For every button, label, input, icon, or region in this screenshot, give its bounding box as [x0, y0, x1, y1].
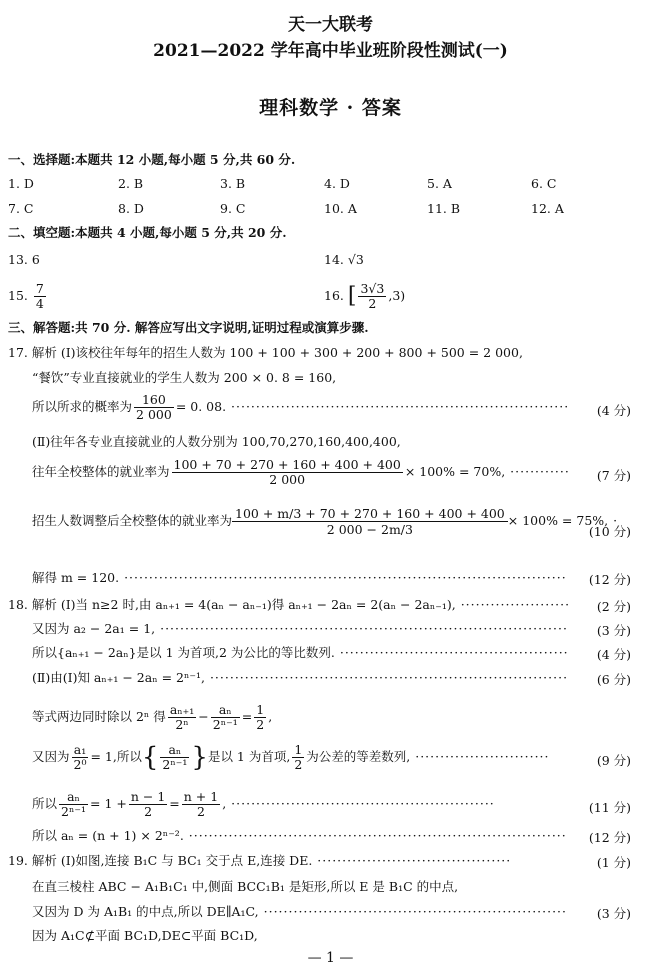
fraction — [211, 703, 240, 732]
q19-line-2: 在直三棱柱 ABC − A₁B₁C₁ 中,侧面 BCC₁B₁ 是矩形,所以 E 是 B₁C 的中点, — [32, 879, 459, 894]
numerator: n − 1 — [130, 789, 166, 804]
fraction — [232, 506, 508, 537]
q17-line-6 — [32, 506, 618, 537]
answer-8: 8. D — [118, 201, 144, 216]
denominator: 2ⁿ — [175, 717, 189, 732]
text: 所以所求的概率为 — [32, 399, 133, 414]
text: 又因为 a₂ − 2a₁ = 1, — [32, 621, 156, 636]
exam-organizer: 天一大联考 — [288, 15, 373, 35]
q19-line-1 — [8, 853, 511, 869]
fraction — [292, 743, 304, 772]
denominator: 2 — [197, 804, 205, 819]
answer-7: 7. C — [8, 201, 34, 216]
q18-points-1: (2 分) — [596, 599, 631, 614]
text: 18. 解析 (Ⅰ)当 n≥2 时,由 aₙ₊₁ = 4(aₙ − aₙ₋₁)得 aₙ₊₁ − 2aₙ = 2(aₙ − 2aₙ₋₁), — [8, 597, 456, 612]
numerator: 1 — [294, 742, 303, 757]
answer-2: 2. B — [118, 176, 144, 191]
denominator: 2 — [294, 757, 303, 772]
answer-12: 12. A — [531, 201, 564, 216]
numerator: 160 — [134, 393, 174, 408]
q18-line-5 — [32, 703, 272, 732]
answer-15 — [8, 282, 48, 311]
q18-line-8 — [32, 828, 567, 844]
answer-4: 4. D — [324, 176, 350, 191]
leader-dots: ····················································· — [226, 796, 495, 811]
text: = 1,所以 — [90, 749, 142, 764]
answer-10: 10. A — [324, 201, 357, 216]
numerator: aₙ — [160, 743, 189, 758]
text: 又因为 D 为 A₁B₁ 的中点,所以 DE∥A₁C, — [32, 904, 259, 919]
answer-1: 1. D — [8, 176, 34, 191]
q18-points-4: (6 分) — [596, 672, 631, 687]
q18-line-2 — [32, 621, 568, 637]
leader-dots: ······················ — [455, 597, 571, 612]
section-3-heading: 三、解答题:共 70 分. 解答应写出文字说明,证明过程或演算步骤. — [8, 320, 369, 335]
numerator: 1 — [256, 702, 265, 717]
q18-points-3: (4 分) — [596, 647, 631, 662]
text: − — [198, 709, 209, 724]
q17-line-1: 17. 解析 (Ⅰ)该校往年每年的招生人数为 100 + 100 + 300 + 200 + 800 + 500 = 2 000, — [8, 345, 523, 360]
answer-6: 6. C — [531, 176, 557, 191]
leader-dots: ···································································· — [226, 399, 570, 414]
denominator: 2 000 − 2m/3 — [326, 522, 413, 537]
q18-line-4 — [32, 670, 568, 686]
numerator: aₙ — [59, 790, 88, 805]
numerator: n + 1 — [183, 789, 219, 804]
q18-points-7: (11 分) — [588, 800, 631, 815]
brace-close-icon: } — [191, 742, 208, 773]
leader-dots: ············································································ — [183, 828, 567, 843]
text: , — [268, 709, 273, 724]
section-2-heading: 二、填空题:本题共 4 小题,每小题 5 分,共 20 分. — [8, 225, 287, 240]
text: = 1 + — [90, 796, 127, 811]
denominator: 2 — [144, 804, 153, 819]
q18-points-2: (3 分) — [596, 623, 631, 638]
q18-line-1 — [8, 597, 570, 613]
section-1-heading: 一、选择题:本题共 12 小题,每小题 5 分,共 60 分. — [8, 152, 296, 167]
text: 解得 m = 120. — [32, 570, 120, 585]
denominator: 2⁰ — [73, 757, 87, 772]
leader-dots: ························································································· — [119, 570, 567, 585]
answer-11: 11. B — [427, 201, 461, 216]
q18-line-3 — [32, 645, 569, 661]
fraction — [182, 790, 220, 819]
q19-points-3: (3 分) — [596, 906, 631, 921]
q19-points-1: (1 分) — [596, 855, 631, 870]
denominator: 2 — [368, 296, 377, 311]
leader-dots: · — [608, 513, 619, 528]
brace-open-icon: { — [141, 742, 159, 773]
q17-points-5: (7 分) — [596, 468, 631, 483]
denominator: 2 000 — [136, 407, 172, 422]
text: = — [241, 709, 253, 724]
q17-line-4: (Ⅱ)往年各专业直接就业的人数分别为 100,70,270,160,400,400, — [32, 434, 401, 449]
leader-dots: ·············································· — [334, 645, 569, 660]
fraction — [160, 743, 189, 772]
leader-dots: ··························· — [410, 749, 550, 764]
denominator: 2ⁿ⁻¹ — [212, 717, 238, 732]
numerator: a₁ — [72, 743, 89, 758]
numerator: 3√3 — [360, 281, 385, 296]
leader-dots: ········································································ — [204, 670, 569, 685]
text: 所以 — [32, 796, 58, 811]
q18-points-6: (9 分) — [596, 753, 631, 768]
answer-13: 13. 6 — [8, 252, 40, 267]
text: × 100% = 70%, — [404, 464, 506, 479]
answer-16-label: 16. — [324, 288, 344, 303]
answer-15-label: 15. — [8, 288, 28, 303]
text: 往年全校整体的就业率为 — [32, 464, 170, 479]
numerator: 100 + 70 + 270 + 160 + 400 + 400 — [173, 457, 401, 472]
fraction — [172, 458, 403, 487]
text: 招生人数调整后全校整体的就业率为 — [32, 513, 233, 528]
text: 等式两边同时除以 2ⁿ 得 — [32, 709, 166, 724]
text: = — [169, 796, 180, 811]
q17-line-2: “餐饮”专业直接就业的学生人数为 200 × 0. 8 = 160, — [32, 370, 337, 385]
text: 所以{aₙ₊₁ − 2aₙ}是以 1 为首项,2 为公比的等比数列. — [32, 645, 335, 660]
answer-5: 5. A — [427, 176, 452, 191]
text: = 0. 08. — [175, 399, 227, 414]
q17-points-3: (4 分) — [596, 403, 631, 418]
q18-line-6 — [32, 743, 550, 772]
answer-14: 14. √3 — [324, 252, 364, 267]
text: 又因为 — [32, 749, 70, 764]
exam-title: 2021—2022 学年高中毕业班阶段性测试(一) — [153, 41, 508, 61]
q17-line-3 — [32, 393, 569, 422]
numerator: 100 + m/3 + 70 + 270 + 160 + 400 + 400 — [232, 506, 508, 522]
numerator: aₙ — [211, 703, 240, 718]
text: 19. 解析 (Ⅰ)如图,连接 B₁C 与 BC₁ 交于点 E,连接 DE. — [8, 853, 313, 868]
text: 是以 1 为首项, — [207, 749, 291, 764]
leader-dots: ······································· — [312, 853, 512, 868]
text: , — [222, 796, 227, 811]
denominator: 2 — [256, 717, 265, 732]
fraction — [129, 790, 167, 819]
denominator: 2 000 — [269, 472, 306, 487]
text: (Ⅱ)由(Ⅰ)知 aₙ₊₁ − 2aₙ = 2ⁿ⁻¹, — [32, 670, 205, 685]
fraction — [34, 282, 46, 311]
fraction — [254, 703, 266, 732]
text: × 100% = 75%, — [507, 513, 609, 528]
denominator: 2ⁿ⁻¹ — [61, 804, 86, 819]
answer-3: 3. B — [220, 176, 246, 191]
denominator: 4 — [35, 296, 44, 311]
fraction — [134, 393, 174, 422]
leader-dots: ·················································································· — [155, 621, 568, 636]
q18-points-8: (12 分) — [588, 830, 631, 845]
numerator: 7 — [35, 281, 44, 296]
answer-9: 9. C — [220, 201, 246, 216]
q17-points-7: (12 分) — [588, 572, 631, 587]
answer-16 — [324, 282, 405, 311]
q19-line-3 — [32, 904, 567, 920]
q17-line-5 — [32, 458, 570, 487]
bracket-open-icon: [ — [347, 283, 357, 309]
fraction — [72, 743, 89, 772]
q17-line-7 — [32, 570, 567, 586]
page-number: — 1 — — [307, 950, 354, 966]
fraction — [358, 282, 386, 311]
fraction — [168, 703, 196, 732]
text: 所以 aₙ = (n + 1) × 2ⁿ⁻². — [32, 828, 184, 843]
leader-dots: ············ — [505, 464, 570, 479]
answer-16-tail: ,3) — [388, 288, 406, 303]
q17-points-6: (10 分) — [588, 524, 631, 539]
denominator: 2ⁿ⁻¹ — [162, 757, 188, 772]
page-title: 理科数学 · 答案 — [259, 97, 402, 119]
leader-dots: ····························································· — [258, 904, 568, 919]
fraction — [59, 790, 88, 819]
numerator: aₙ₊₁ — [169, 702, 195, 717]
q19-line-4: 因为 A₁C⊄平面 BC₁D,DE⊂平面 BC₁D, — [32, 928, 258, 943]
text: 为公差的等差数列, — [306, 749, 411, 764]
q18-line-7 — [32, 790, 495, 819]
